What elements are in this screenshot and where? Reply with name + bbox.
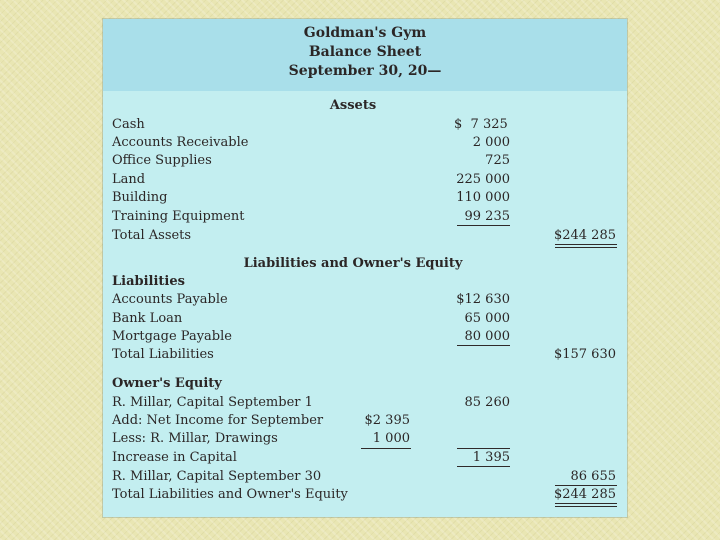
increase-amount: 1 395: [472, 450, 510, 465]
asset-label: Office Supplies: [112, 153, 212, 168]
double-rule: [555, 244, 617, 245]
company-name: Goldman's Gym: [303, 25, 427, 41]
liability-amount: $12 630: [456, 292, 510, 307]
liability-label: Accounts Payable: [112, 292, 228, 307]
liability-label: Bank Loan: [112, 311, 183, 326]
asset-amount: 99 235: [464, 209, 510, 224]
double-rule: [555, 247, 617, 248]
balance-sheet: [103, 19, 627, 517]
subtotal-rule: [457, 225, 510, 226]
total-assets-amount: $244 285: [553, 228, 616, 243]
asset-amount: 725: [485, 153, 510, 168]
drawings-amount: 1 000: [372, 431, 410, 446]
asset-label: Cash: [112, 117, 145, 132]
net-income-amount: $2 395: [364, 413, 410, 428]
subtotal-rule: [457, 466, 510, 467]
asset-label: Land: [112, 172, 146, 187]
capital-start-amount: 85 260: [464, 395, 510, 410]
increase-label: Increase in Capital: [112, 450, 237, 465]
asset-amount: 2 000: [472, 135, 510, 150]
subtotal-rule: [555, 485, 617, 486]
liabilities-equity-heading: Liabilities and Owner's Equity: [243, 256, 463, 271]
total-liabilities-equity-amount: $244 285: [553, 487, 616, 502]
total-liabilities-amount: $157 630: [553, 347, 616, 362]
liability-label: Mortgage Payable: [112, 329, 232, 344]
asset-label: Training Equipment: [112, 209, 245, 224]
asset-label: Building: [112, 190, 168, 205]
asset-amount: $ 7 325: [454, 117, 508, 132]
asset-amount: 110 000: [456, 190, 510, 205]
total-liabilities-equity-label: Total Liabilities and Owner's Equity: [112, 487, 348, 502]
statement-title: Balance Sheet: [308, 44, 422, 60]
capital-start-label: R. Millar, Capital September 1: [112, 395, 313, 410]
total-assets-label: Total Assets: [112, 228, 192, 243]
subtotal-rule: [361, 448, 411, 449]
capital-end-label: R. Millar, Capital September 30: [112, 469, 322, 484]
subtotal-rule: [457, 448, 510, 449]
asset-label: Accounts Receivable: [112, 135, 249, 150]
drawings-label: Less: R. Millar, Drawings: [112, 431, 278, 446]
statement-date: September 30, 20—: [288, 63, 442, 79]
net-income-label: Add: Net Income for September: [112, 413, 324, 428]
liability-amount: 65 000: [464, 311, 510, 326]
total-liabilities-label: Total Liabilities: [112, 347, 214, 362]
double-rule: [555, 506, 617, 507]
capital-end-amount: 86 655: [570, 469, 616, 484]
subtotal-rule: [457, 345, 510, 346]
liabilities-heading: Liabilities: [112, 274, 185, 289]
double-rule: [555, 503, 617, 504]
liability-amount: 80 000: [464, 329, 510, 344]
equity-heading: Owner's Equity: [112, 376, 222, 391]
asset-amount: 225 000: [456, 172, 510, 187]
assets-heading: Assets: [329, 98, 377, 113]
